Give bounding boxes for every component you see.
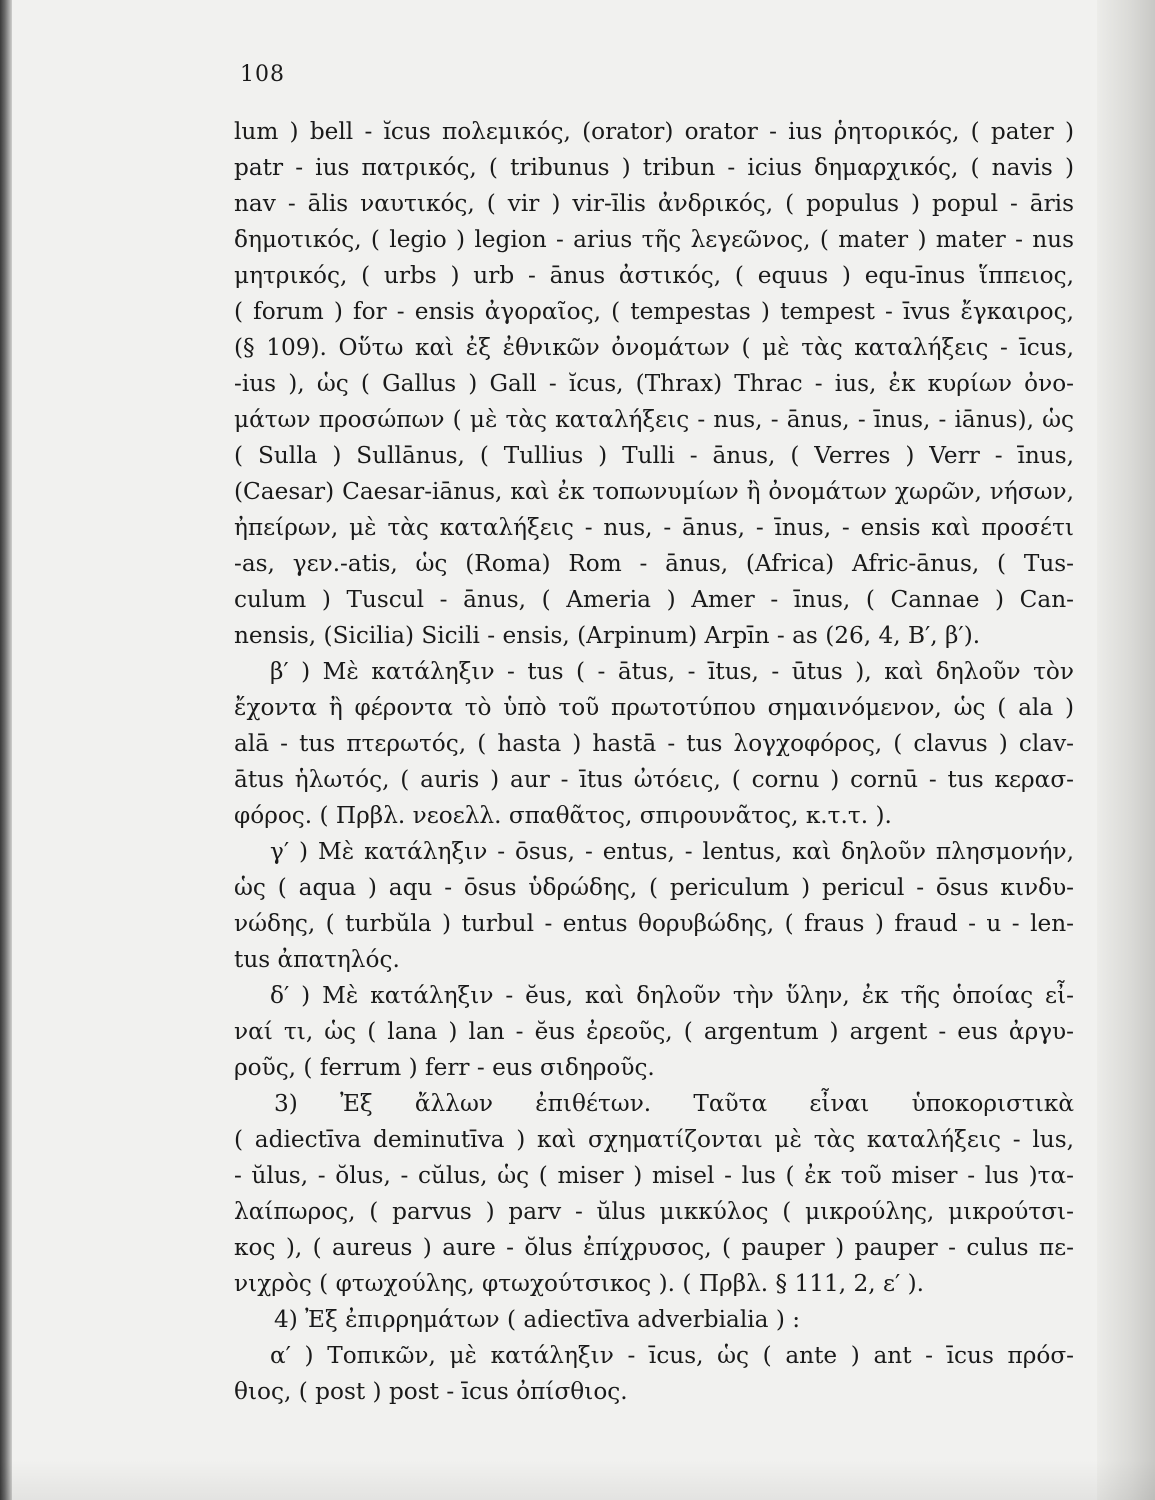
- page-edge-shadow: [1097, 0, 1155, 1500]
- text-line: alā - tus πτερωτός, ( hasta ) hastā - tus λογχοφόρος, ( clavus ) clav-: [234, 730, 1074, 757]
- text-line: λαίπωρος, ( parvus ) parv - ŭlus μικκύλος ( μικρούλης, μικρούτσι-: [234, 1198, 1074, 1225]
- text-line: ναί τι, ὡς ( lana ) lan - ĕus ἐρεοῦς, ( argentum ) argent - eus ἀργυ-: [234, 1018, 1074, 1045]
- page-number: 108: [240, 62, 285, 87]
- text-line: -as, γεν.-atis, ὡς (Roma) Rom - ānus, (Africa) Afric-ānus, ( Tus-: [234, 550, 1074, 577]
- text-line: μάτων προσώπων ( μὲ τὰς καταλήξεις - nus, - ānus, - īnus, - iānus), ὡς: [234, 406, 1074, 433]
- book-binding-shadow: [0, 0, 12, 1500]
- text-line: κος ), ( aureus ) aure - ŏlus ἐπίχρυσος, ( pauper ) pauper - culus πε-: [234, 1234, 1074, 1261]
- text-line: ὡς ( aqua ) aqu - ōsus ὑδρώδης, ( periculum ) pericul - ōsus κινδυ-: [234, 874, 1074, 901]
- text-line: μητρικός, ( urbs ) urb - ānus ἀστικός, ( equus ) equ-īnus ἵππειος,: [234, 262, 1074, 289]
- text-line: ( Sulla ) Sullānus, ( Tullius ) Tulli - ānus, ( Verres ) Verr - īnus,: [234, 442, 1074, 469]
- paragraph-alpha-start: α′ ) Τοπικῶν, μὲ κατάληξιν - īcus, ὡς ( ante ) ant - īcus πρόσ-: [270, 1342, 1074, 1369]
- text-line: δημοτικός, ( legio ) legion - arius τῆς λεγεῶνος, ( mater ) mater - nus: [234, 226, 1074, 253]
- text-line: (§ 109). Οὕτω καὶ ἐξ ἐθνικῶν ὀνομάτων ( μὲ τὰς καταλήξεις - īcus,: [234, 334, 1074, 361]
- text-line: νώδης, ( turbŭla ) turbul - entus θορυβώδης, ( fraus ) fraud - u - len-: [234, 910, 1074, 937]
- text-line: tus ἀπατηλός.: [234, 946, 400, 973]
- text-line: (Caesar) Caesar-iānus, καὶ ἐκ τοπωνυμίων ἢ ὀνομάτων χωρῶν, νήσων,: [234, 478, 1074, 505]
- text-line: ( adiectīva deminutīva ) καὶ σχηματίζονται μὲ τὰς καταλήξεις - lus,: [234, 1126, 1074, 1153]
- text-line: ἔχοντα ἢ φέροντα τὸ ὑπὸ τοῦ πρωτοτύπου σημαινόμενον, ὡς ( ala ): [234, 694, 1074, 721]
- text-line: nav - ālis ναυτικός, ( vir ) vir-īlis ἀνδρικός, ( populus ) popul - āris: [234, 190, 1074, 217]
- paragraph-beta-start: β′ ) Μὲ κατάληξιν - tus ( - ātus, - ītus, - ūtus ), καὶ δηλοῦν τὸν: [270, 658, 1074, 685]
- text-line: ἠπείρων, μὲ τὰς καταλήξεις - nus, - ānus, - īnus, - ensis καὶ προσέτι: [234, 514, 1074, 541]
- text-line: patr - ius πατρικός, ( tribunus ) tribun - icius δημαρχικός, ( navis ): [234, 154, 1074, 181]
- text-line: θιος, ( post ) post - īcus ὀπίσθιος.: [234, 1378, 628, 1405]
- text-line: φόρος. ( Πρβλ. νεοελλ. σπαθᾶτος, σπιρουνᾶτος, κ.τ.τ. ).: [234, 802, 892, 829]
- text-line: -ius ), ὡς ( Gallus ) Gall - ĭcus, (Thrax) Thrac - ius, ἐκ κυρίων ὀνο-: [234, 370, 1074, 397]
- text-line: culum ) Tuscul - ānus, ( Ameria ) Amer - īnus, ( Cannae ) Can-: [234, 586, 1074, 613]
- text-line: ātus ἡλωτός, ( auris ) aur - ītus ὠτόεις, ( cornu ) cornū - tus κερασ-: [234, 766, 1074, 793]
- text-line: ροῦς, ( ferrum ) ferr - eus σιδηροῦς.: [234, 1054, 655, 1081]
- page-bottom-shadow: [0, 1460, 1155, 1500]
- paragraph-delta-start: δ′ ) Μὲ κατάληξιν - ĕus, καὶ δηλοῦν τὴν ὕλην, ἐκ τῆς ὁποίας εἶ-: [270, 982, 1074, 1009]
- text-line: - ŭlus, - ŏlus, - cŭlus, ὡς ( miser ) misel - lus ( ἐκ τοῦ miser - lus )τα-: [234, 1162, 1074, 1189]
- text-line: nensis, (Sicilia) Sicili - ensis, (Arpinum) Arpīn - as (26, 4, Β′, β′).: [234, 622, 981, 649]
- text-line: ( forum ) for - ensis ἀγοραῖος, ( tempestas ) tempest - īvus ἔγκαιρος,: [234, 298, 1074, 325]
- paragraph-gamma-start: γ′ ) Μὲ κατάληξιν - ōsus, - entus, - lentus, καὶ δηλοῦν πλησμονήν,: [270, 838, 1074, 865]
- text-line: νιχρὸς ( φτωχούλης, φτωχούτσικος ). ( Πρβλ. § 111, 2, ε′ ).: [234, 1270, 925, 1297]
- section-4-heading-line: 4) Ἐξ ἐπιρρημάτων ( adiectīva adverbialia ) :: [274, 1306, 801, 1333]
- text-line: lum ) bell - ĭcus πολεμικός, (orator) orator - ius ῥητορικός, ( pater ): [234, 118, 1074, 145]
- section-3-heading-line: 3) Ἐξ ἄλλων ἐπιθέτων. Ταῦτα εἶναι ὑποκοριστικὰ: [274, 1090, 1074, 1117]
